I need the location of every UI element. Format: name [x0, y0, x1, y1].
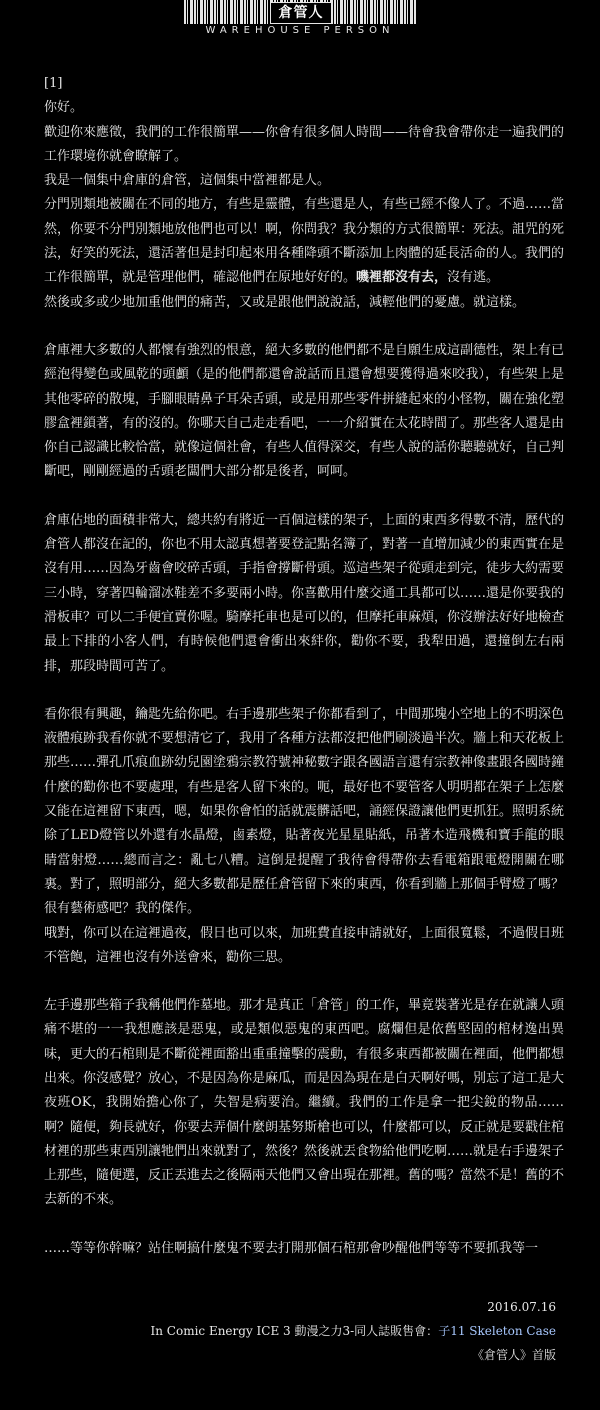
paragraph-gap: [44, 1213, 564, 1237]
logo-title: 倉管人: [270, 2, 332, 24]
footer-event: [151, 1319, 557, 1343]
footer-event-text: In Comic Energy ICE 3 動漫之力3-同人誌販售會：: [150, 1324, 439, 1338]
paragraph-gap: [44, 315, 564, 339]
paragraph: 然後或多或少地加重他們的痛苦，又或是跟他們說說話，減輕他們的憂慮。就這樣。: [44, 294, 526, 310]
story-body: [44, 72, 564, 1261]
paragraph-gap: [44, 970, 564, 994]
paragraph-text: 沒有逃。: [447, 270, 500, 286]
paragraph-gap: [44, 485, 564, 509]
footer-booth-link[interactable]: 子11 Skeleton Case: [438, 1324, 556, 1338]
greeting: 你好。: [44, 100, 84, 116]
paragraph: 哦對，你可以在這裡過夜，假日也可以來，加班費直接申請就好，上面很寬鬆，不過假日班不管飽，這裡也沒有外送會來，勸你三思。: [44, 925, 565, 965]
footer: [151, 1295, 557, 1367]
chapter-marker: [1]: [44, 76, 63, 91]
paragraph: [44, 193, 564, 290]
paragraph: 歡迎你來應徵，我們的工作很簡單——你會有很多個人時間——待會我會帶你走一遍我們的工作環境你就會瞭解了。: [44, 124, 565, 164]
paragraph-gap: [44, 679, 564, 703]
logo: [184, 0, 416, 40]
paragraph: 倉庫佔地的面積非常大，總共約有將近一百個這樣的架子，上面的東西多得數不清，歷代的倉管人都沒在記的，你也不用太認真想著要登記點名簿了，對著一直增加減少的東西實在是沒有用……因為牙齒會咬碎舌頭，手指會撐斷骨頭。巡這些架子從頭走到完，徒步大約需要三小時，穿著四輪溜冰鞋差不多要兩小時。你喜歡用什麼交通工具都可以……還是你要我的滑板車？可以二手便宜賣你喔。騎摩托車也是可以的，但摩托車麻煩，你沒辦法好好地檢查最上下排的小客人們，有時候他們還會衝出來絆你，勸你不要，我犁田過，還撞倒左右兩排，那段時間可苦了。: [44, 512, 565, 674]
paragraph-text: 分門別類地被關在不同的地方，有些是靈體，有些還是人，有些已經不像人了。不過……當然，你要不分門別類地放他們也可以！啊，你問我？我分類的方式很簡單：死法。詛咒的死法，好笑的死法，還活著但是封印起來用各種降頭不斷添加上肉體的延長活命的人。我們的工作很簡單，就是管理他們，確認他們在原地好好的。: [44, 197, 565, 286]
paragraph: 倉庫裡大多數的人都懷有強烈的恨意，絕大多數的他們都不是自願生成這副德性，架上有已經泡得變色或風乾的頭顱（是的他們都還會說話而且還會想要獲得過來咬我），有些架上是其他零碎的散塊，手腳眼睛鼻子耳朵舌頭，或是用那些零件拼縫起來的小怪物，關在強化塑膠盒裡鎖著，有的沒的。你哪天自己走走看吧，一一介紹實在太花時間了。那些客人還是由你自己認識比較恰當，就像這個社會，有些人值得深交，有些人說的話你聽聽就好，自己判斷吧，剛剛經過的舌頭老闆們大部分都是後者，呵呵。: [44, 342, 565, 480]
paragraph: 看你很有興趣，鑰匙先給你吧。右手邊那些架子你都看到了，中間那塊小空地上的不明深色液體痕跡我看你就不要想清它了，我用了各種方法都沒把他們刷淡過半次。牆上和天花板上那些……彈孔爪痕血跡幼兒園塗鴉宗教符號神秘數字跟各國語言還有宗教神像畫跟各國時鐘什麼的勸你也不要處理，有些是客人留下來的。呃，最好也不要管客人明明都在架子上怎麼又能在這裡留下東西，嗯，如果你會怕的話就震髒話吧，誦經保證讓他們更抓狂。照明系統除了LED燈管以外還有水晶燈，鹵素燈，貼著夜光星星貼紙，吊著木造飛機和寶手龍的眼睛當射燈……總而言之：亂七八糟。這倒是提醒了我待會得帶你去看電箱跟電燈開關在哪裏。對了，照明部分，絕大多數都是歷任倉管留下來的東西，你看到牆上那個手臂燈了嗎？很有藝術感吧？我的傑作。: [44, 706, 565, 917]
logo-subtitle: WAREHOUSE PERSON: [205, 25, 395, 36]
footer-date: 2016.07.16: [487, 1300, 556, 1314]
paragraph: 左手邊那些箱子我稱他們作墓地。那才是真正「倉管」的工作，畢竟裝著光是存在就讓人頭痛不堪的一一我想應該是惡鬼，或是類似惡鬼的東西吧。腐爛但是依舊堅固的棺材逸出異味，更大的石棺則是不斷從裡面豁出重重撞擊的震動，有很多東西都被關在裡面，他們都想出來。你沒感覺？放心，不是因為你是麻瓜，而是因為現在是白天啊好嗎，別忘了這工是大夜班OK，我開始擔心你了，失智是病要治。繼續。我們的工作是拿一把尖銳的物品……啊？隨便，夠長就好，你要去弄個什麼朗基努斯槍也可以，什麼都可以，反正就是要戳住棺材裡的那些東西別讓牠們出來就對了，然後？然後就丟食物給他們吃啊……就是右手邊架子上那些，隨便選，反正丟進去之後隔兩天他們又會出現在那裡。舊的嗎？當然不是！舊的不去新的不來。: [44, 998, 565, 1208]
emphasis-text: 嘰裡都沒有去，: [356, 270, 448, 286]
paragraph: ……等等你幹嘛？站住啊搞什麼鬼不要去打開那個石棺那會吵醒他們等等不要抓我等一: [44, 1240, 539, 1256]
paragraph: 我是一個集中倉庫的倉管，這個集中當裡都是人。: [44, 173, 331, 189]
footer-publication: 《倉管人》首版: [471, 1348, 556, 1362]
